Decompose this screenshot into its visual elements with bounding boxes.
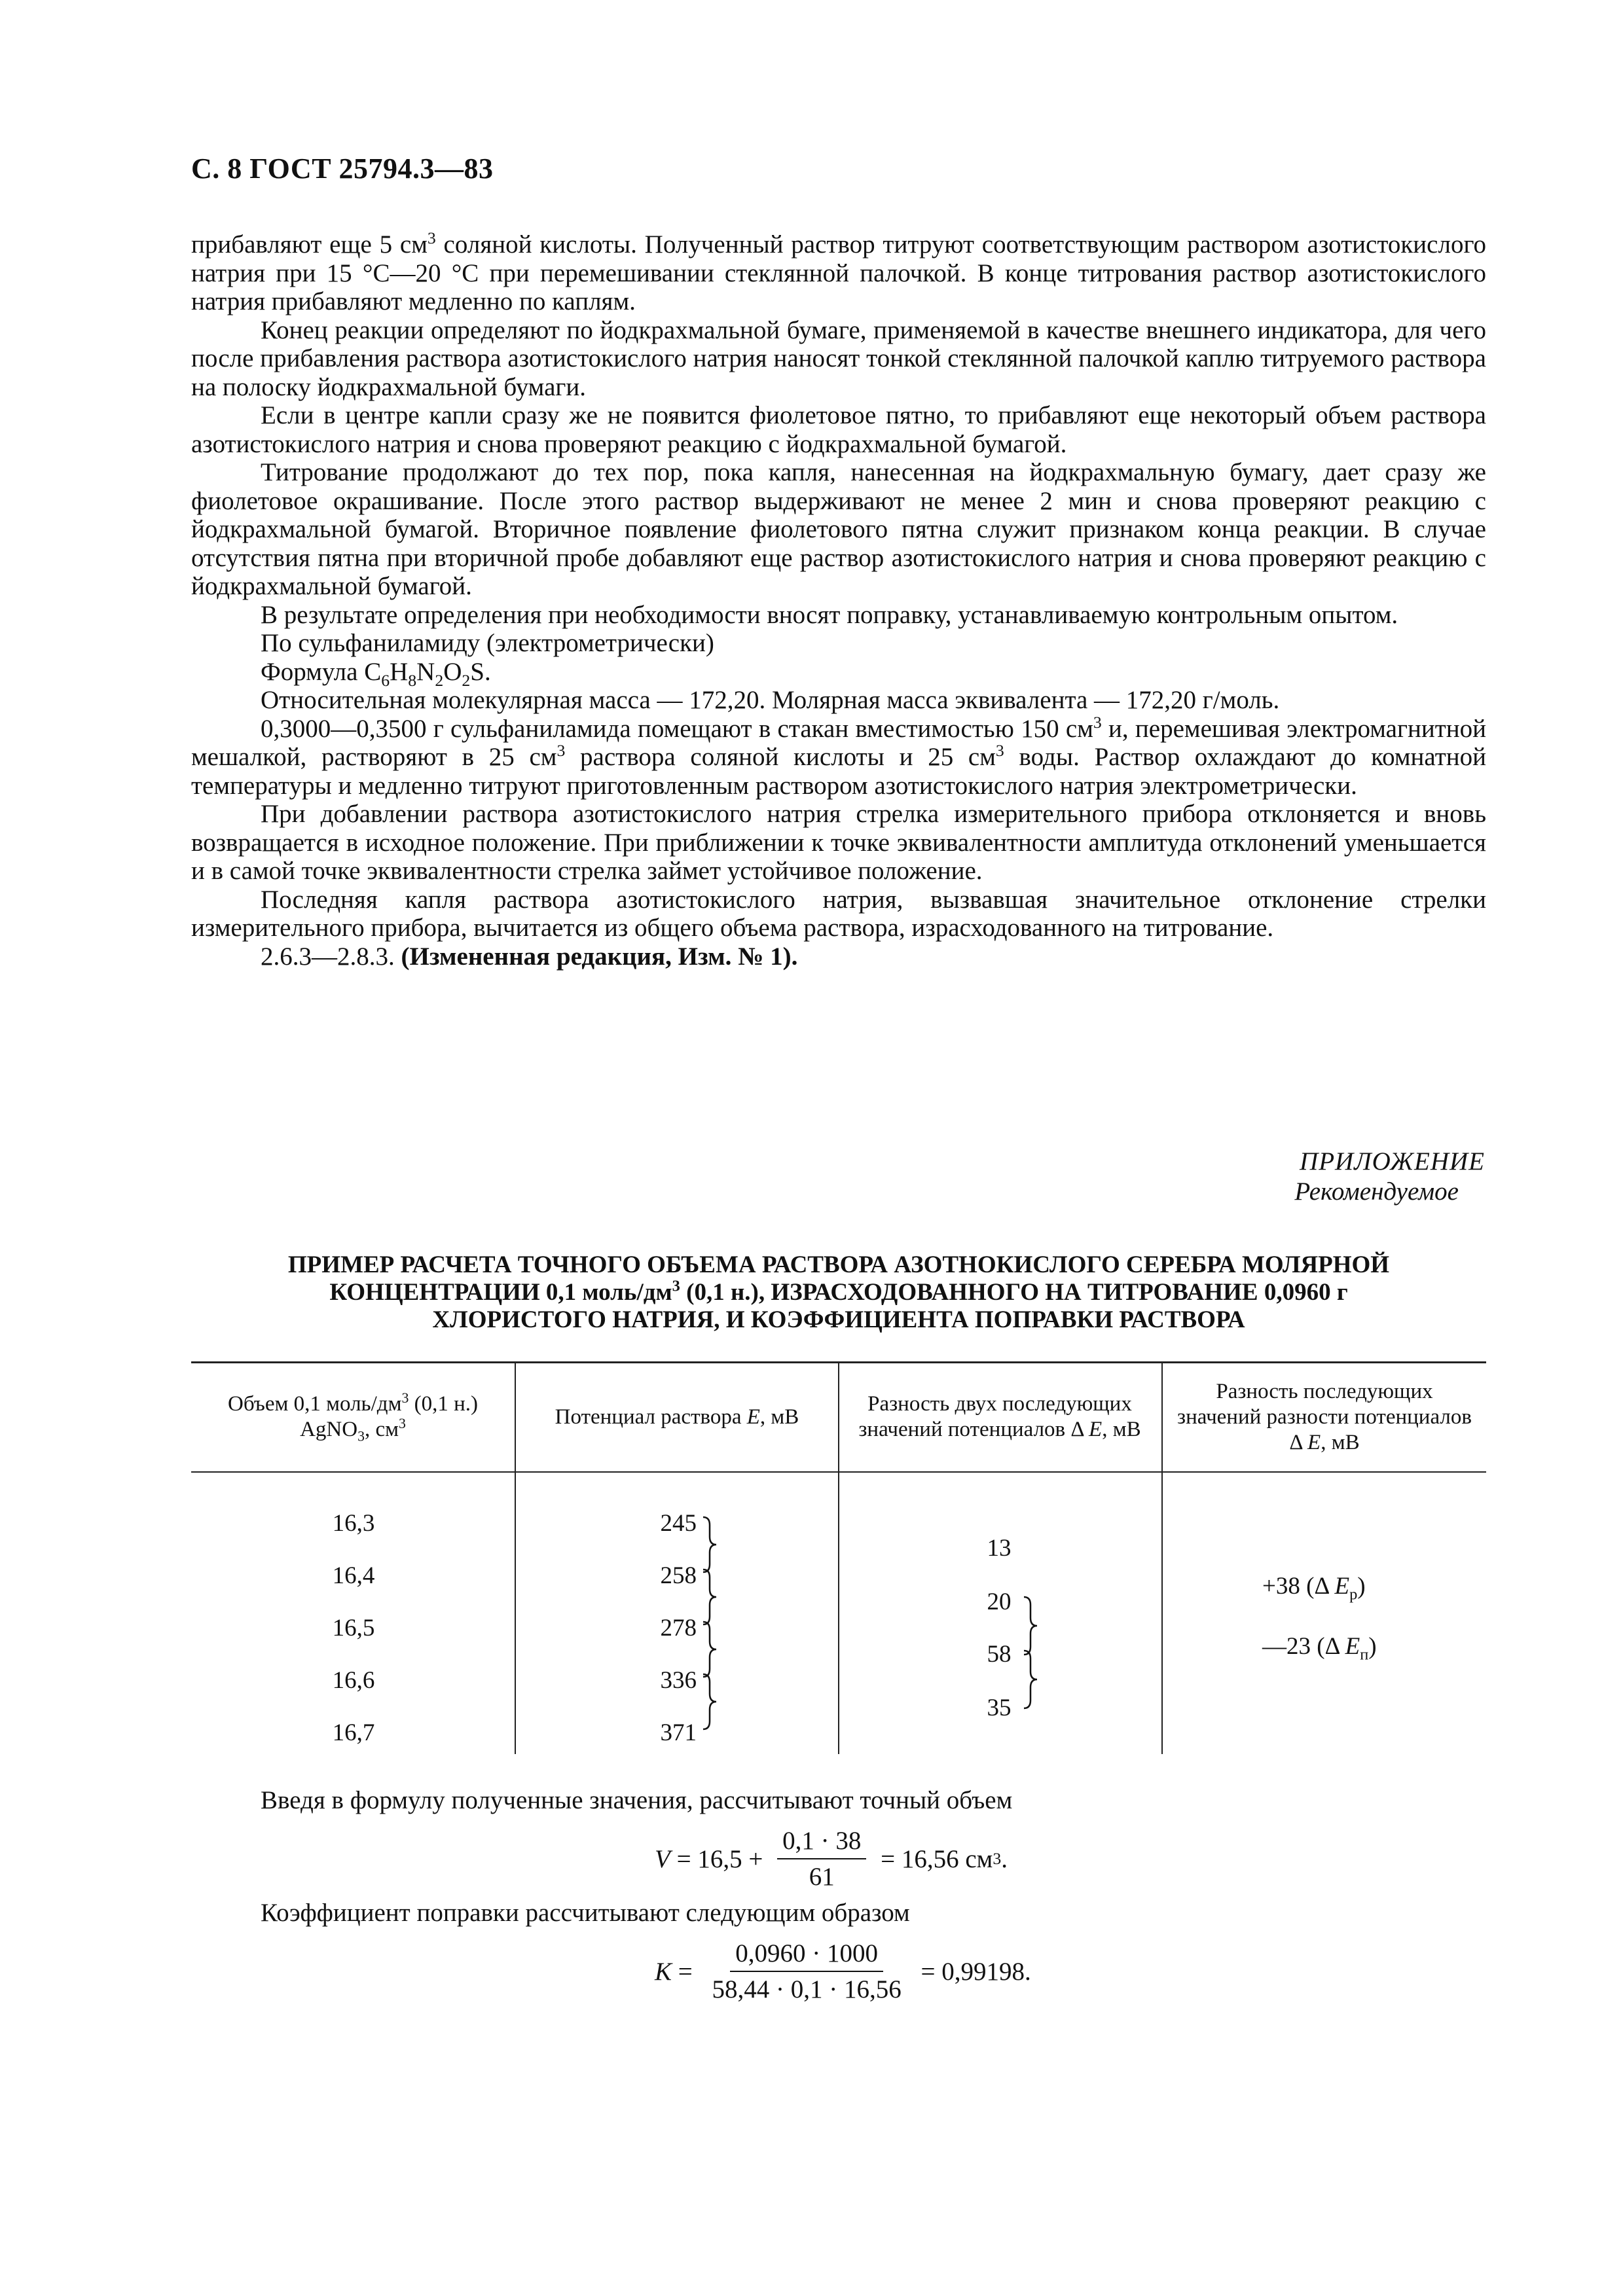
table-cell-difference: 13 (987, 1535, 1012, 1562)
text: ) (1357, 1573, 1366, 1600)
table-cell-difference: 20 (987, 1588, 1012, 1615)
text: . (1001, 1844, 1008, 1873)
subscript: р (1349, 1585, 1358, 1604)
superscript: 3 (399, 1416, 406, 1431)
brace-pair-3 (703, 1622, 716, 1677)
text: (0,1 н.), ИЗРАСХОДОВАННОГО НА ТИТРОВАНИЕ 0,0960 г (680, 1279, 1348, 1306)
paragraph (191, 712, 1487, 800)
text: ) (1368, 1633, 1377, 1660)
superscript: 3 (427, 228, 436, 247)
column-divider (838, 1361, 839, 1754)
text: S. (470, 657, 491, 686)
body-text (191, 230, 1486, 971)
text: Формула C (261, 657, 382, 686)
appendix-title: ПРИЛОЖЕНИЕ (1300, 1147, 1485, 1175)
symbol: K (655, 1957, 672, 1986)
text: = 16,56 см (874, 1844, 993, 1873)
symbol: E (1334, 1573, 1350, 1600)
table-cell-potential: 278 (660, 1615, 697, 1641)
header-text (1172, 1379, 1477, 1456)
paragraph: По сульфаниламиду (электрометрически) (261, 629, 714, 657)
table-cell-potential: 336 (660, 1667, 697, 1694)
paragraph (191, 230, 1486, 316)
table-cell-second-difference (1262, 1632, 1478, 1664)
text: и, перемешивая электромагнитной мешалкой, растворяют в 25 см (191, 714, 1486, 771)
title-line: ПРИМЕР РАСЧЕТА ТОЧНОГО ОБЪЕМА РАСТВОРА АЗОТНОКИСЛОГО СЕРЕБРА МОЛЯРНОЙ (287, 1251, 1390, 1278)
text: прибавляют еще 5 см (191, 230, 428, 259)
subscript: 2 (435, 670, 444, 690)
brace-pair-1 (703, 1517, 716, 1572)
subscript: 8 (408, 670, 417, 690)
symbol: V (655, 1844, 670, 1873)
paragraph: Титрование продолжают до тех пор, пока капля, нанесенная на йодкрахмальную бумагу, дает сразу же фиолетовое окрашивание. После этого раствор выдерживают не менее 2 мин и снова проверяют реакцию с йодкрахмальной бумагой. Вторичное появление фиолетового пятна служит признаком конца реакции. В случае отсутствия пятна при вторичной пробе добавляют еще раствор азотистокислого натрия и снова проверяют реакцию с йодкрахмальной бумагой. (191, 458, 1486, 600)
text: (Измененная редакция, Изм. № 1). (401, 942, 798, 971)
text: Разность двух последующих значений потенциалов Δ (858, 1392, 1132, 1441)
chemical-formula (191, 657, 1486, 690)
correction-factor-formula (655, 1939, 1031, 2004)
formula-intro: Коэффициент поправки рассчитывают следующим образом (261, 1899, 910, 1927)
symbol: E (746, 1405, 760, 1429)
superscript: 3 (672, 1277, 680, 1295)
text: воды. Раствор охлаждают до комнатной температуры и медленно титруют приготовленным раствором азотистокислого натрия электрометрически. (191, 743, 1487, 800)
text: , мВ (759, 1405, 799, 1429)
column-header-difference (848, 1365, 1151, 1469)
table-cell-volume: 16,6 (332, 1667, 375, 1694)
text: Потенциал раствора (555, 1405, 747, 1429)
fraction (777, 1826, 866, 1892)
text: = 16,5 + (670, 1844, 770, 1873)
paragraph: Конец реакции определяют по йодкрахмальной бумаге, применяемой в качестве внешнего индикатора, для чего после прибавления раствора азотистокислого натрия наносят тонкой стеклянной палочкой каплю титруемого раствора на полоску йодкрахмальной бумаги. (191, 315, 1486, 401)
text: , см (364, 1418, 399, 1441)
grouping-brace (1021, 1588, 1048, 1732)
text: соляной кислоты. Полученный раствор титруют соответствующим раствором азотистокислого натрия при 15 °С—20 °С при перемешивании стеклянной палочкой. В конце титрования раствор азотистокислого натрия прибавляют медленно по каплям. (191, 230, 1486, 315)
text: = 0,99198. (914, 1957, 1031, 1986)
denominator: 58,44 · 0,1 · 16,56 (712, 1975, 902, 2003)
superscript: 3 (995, 741, 1004, 760)
table-cell-volume: 16,4 (332, 1562, 375, 1589)
text: 2.6.3—2.8.3. (261, 942, 401, 971)
table-cell-difference: 58 (987, 1641, 1012, 1668)
table-cell-difference: 35 (987, 1695, 1012, 1721)
numerator: 0,1 · 38 (777, 1826, 866, 1859)
brace-pair-4 (703, 1674, 716, 1729)
symbol: E (1307, 1430, 1321, 1454)
text: раствора соляной кислоты и 25 см (565, 743, 996, 771)
symbol: E (1089, 1418, 1103, 1441)
subscript: п (1360, 1645, 1369, 1664)
header-text (555, 1405, 799, 1430)
title-line: ХЛОРИСТОГО НАТРИЯ, И КОЭФФИЦИЕНТА ПОПРАВКИ РАСТВОРА (432, 1306, 1245, 1333)
appendix-label (1294, 1147, 1485, 1207)
amendment-note (191, 942, 1486, 971)
appendix-status: Рекомендуемое (1294, 1177, 1459, 1206)
table-title (191, 1251, 1486, 1334)
paragraph: При добавлении раствора азотистокислого натрия стрелка измерительного прибора отклоняется и вновь возвращается в исходное положение. При приближении к точке эквивалентности амплитуда отклонений уменьшается и в самой точке эквивалентности стрелка займет устойчивое положение. (191, 800, 1486, 885)
table-cell-volume: 16,7 (332, 1719, 375, 1746)
text: —23 (Δ (1262, 1633, 1345, 1660)
text: Объем 0,1 моль/дм (228, 1392, 402, 1416)
column-header-second-difference (1172, 1365, 1477, 1469)
text: = (672, 1957, 699, 1986)
text: O (443, 657, 462, 686)
table-cell-potential: 258 (660, 1562, 697, 1589)
text: , мВ (1321, 1430, 1360, 1454)
numerator: 0,0960 · 1000 (730, 1939, 883, 1972)
text: AgNO (300, 1418, 358, 1441)
page-header: С. 8 ГОСТ 25794.3—83 (191, 152, 494, 185)
text: Разность последующих значений разности потенциалов Δ (1177, 1379, 1472, 1454)
column-header-volume (191, 1365, 515, 1469)
header-text (848, 1391, 1151, 1443)
brace-pair-2 (1024, 1651, 1037, 1708)
text: КОНЦЕНТРАЦИИ 0,1 моль/дм (329, 1279, 672, 1306)
column-divider (1161, 1361, 1163, 1754)
superscript: 3 (401, 1390, 409, 1406)
superscript: 3 (556, 741, 566, 760)
text: +38 (Δ (1262, 1573, 1335, 1600)
text: , мВ (1102, 1418, 1141, 1441)
text: (0,1 н.) (409, 1392, 478, 1416)
text: N (416, 657, 435, 686)
formula-intro: Введя в формулу полученные значения, рассчитывают точный объем (261, 1786, 1013, 1814)
brace-pair-1 (1024, 1597, 1037, 1655)
table-cell-potential: 371 (660, 1719, 697, 1746)
paragraph: Последняя капля раствора азотистокислого натрия, вызвавшая значительное отклонение стрелки измерительного прибора, вычитается из общего объема раствора, израсходованного на титрование. (191, 885, 1486, 942)
paragraph: Относительная молекулярная масса — 172,20. Молярная масса эквивалента — 172,20 г/моль. (261, 686, 1280, 714)
table-cell-volume: 16,5 (332, 1615, 375, 1641)
table-cell-volume: 16,3 (332, 1510, 375, 1537)
subscript: 6 (381, 670, 390, 690)
text: H (390, 657, 409, 686)
brace-pair-2 (703, 1570, 716, 1624)
subscript: 2 (462, 670, 471, 690)
column-header-potential (516, 1365, 838, 1469)
volume-formula: V = 16,5 + $\frac{0,1 \cdot 38}{61}$ = 16,56 см 3 . (655, 1827, 1008, 1891)
paragraph: Если в центре капли сразу же не появится фиолетовое пятно, то прибавляют еще некоторый объем раствора азотистокислого натрия и снова проверяют реакцию с йодкрахмальной бумагой. (191, 401, 1486, 458)
grouping-brace (701, 1509, 727, 1758)
subscript: 3 (357, 1428, 365, 1444)
table-cell-second-difference (1262, 1572, 1478, 1604)
header-text (228, 1391, 478, 1443)
table-cell-potential: 245 (660, 1510, 697, 1537)
title-line (191, 1279, 1486, 1306)
symbol: E (1345, 1633, 1360, 1660)
text: 0,3000—0,3500 г сульфаниламида помещают в стакан вместимостью 150 см (261, 714, 1093, 743)
denominator: 61 (809, 1863, 835, 1891)
paragraph: В результате определения при необходимости вносят поправку, устанавливаемую контрольным опытом. (261, 600, 1398, 629)
superscript: 3 (1093, 712, 1102, 732)
fraction (707, 1939, 907, 2004)
